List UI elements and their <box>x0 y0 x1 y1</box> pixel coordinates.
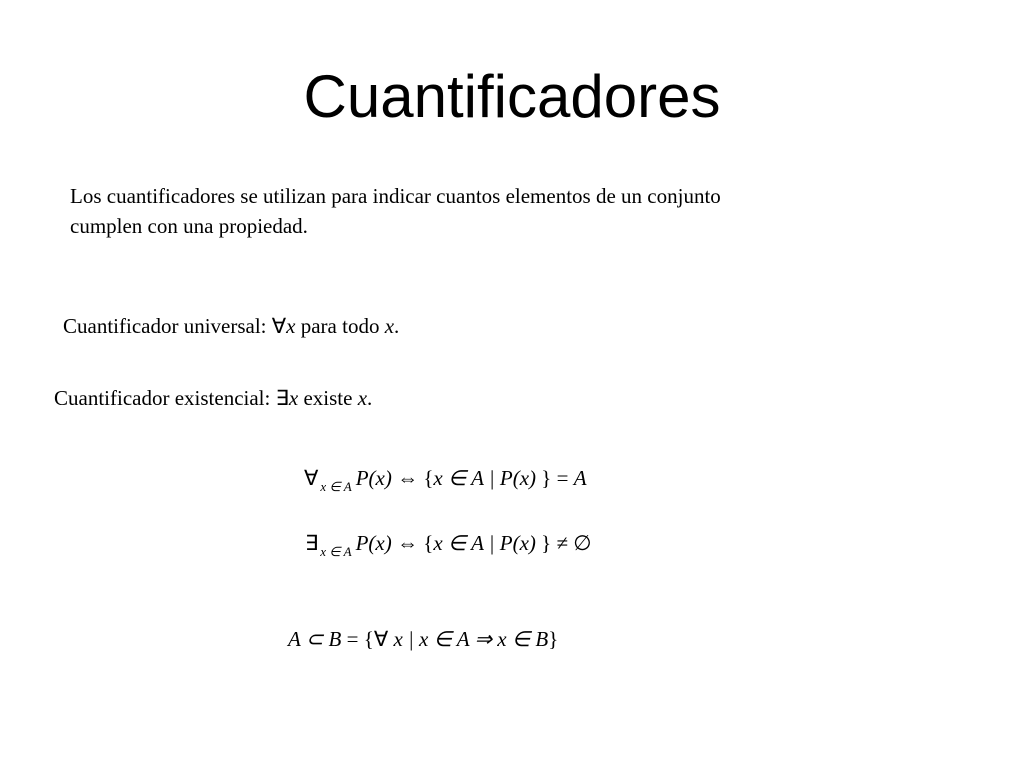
exists-symbol: ∃ <box>275 386 289 410</box>
forall-symbol: ∀ <box>271 314 287 338</box>
formula1-set-close: } <box>541 466 552 490</box>
formula2-relation: ≠ <box>551 531 574 555</box>
formula1-set-body: x ∈ A | P(x) <box>433 466 542 490</box>
formula2-predicate: P(x) <box>355 531 392 555</box>
intro-line-2: cumplen con una propiedad. <box>70 214 308 238</box>
universal-quantifier-definition <box>63 312 399 340</box>
formula3-quantifier: ∀ <box>373 627 394 651</box>
existential-text: existe <box>298 386 358 410</box>
existential-variable-2: x <box>357 386 368 410</box>
universal-variable-2: x <box>384 314 395 338</box>
formula2-rhs: ∅ <box>573 531 592 555</box>
formula1-predicate: P(x) <box>355 466 392 490</box>
formula-existential <box>305 529 592 560</box>
universal-text: para todo <box>295 314 385 338</box>
existential-label: Cuantificador existencial: <box>54 386 276 410</box>
universal-period: . <box>394 314 400 338</box>
intro-paragraph <box>70 181 930 241</box>
formula2-iff: ⇔ <box>391 531 424 555</box>
intro-line-1: Los cuantificadores se utilizan para indicar cuantos elementos de un conjunto <box>70 184 721 208</box>
formula1-iff: ⇔ <box>391 466 424 490</box>
formula-subset-definition <box>288 625 558 653</box>
formula1-rhs: A <box>573 466 587 490</box>
formula2-subscript: x ∈ A <box>320 544 352 559</box>
existential-period: . <box>367 386 373 410</box>
formula1-quantifier: ∀ <box>304 466 319 490</box>
formula2-set-body: x ∈ A | P(x) <box>433 531 542 555</box>
formula-universal <box>304 464 587 495</box>
formula2-quantifier: ∃ <box>305 531 319 555</box>
existential-quantifier-definition <box>54 384 372 412</box>
formula2-set-close: } <box>541 531 552 555</box>
formula3-set-open: { <box>363 627 374 651</box>
existential-variable: x <box>288 386 299 410</box>
formula1-set-open: { <box>423 466 434 490</box>
formula1-relation: = <box>551 466 574 490</box>
formula3-equals: = <box>341 627 364 651</box>
formula1-subscript: x ∈ A <box>320 479 352 494</box>
formula2-set-open: { <box>423 531 434 555</box>
formula3-set-close: } <box>548 627 559 651</box>
slide-title: Cuantificadores <box>303 63 721 130</box>
formula3-lhs: A ⊂ B <box>288 627 342 651</box>
universal-variable: x <box>286 314 296 338</box>
universal-label: Cuantificador universal: <box>63 314 272 338</box>
formula3-body: x | x ∈ A ⇒ x ∈ B <box>393 627 549 651</box>
